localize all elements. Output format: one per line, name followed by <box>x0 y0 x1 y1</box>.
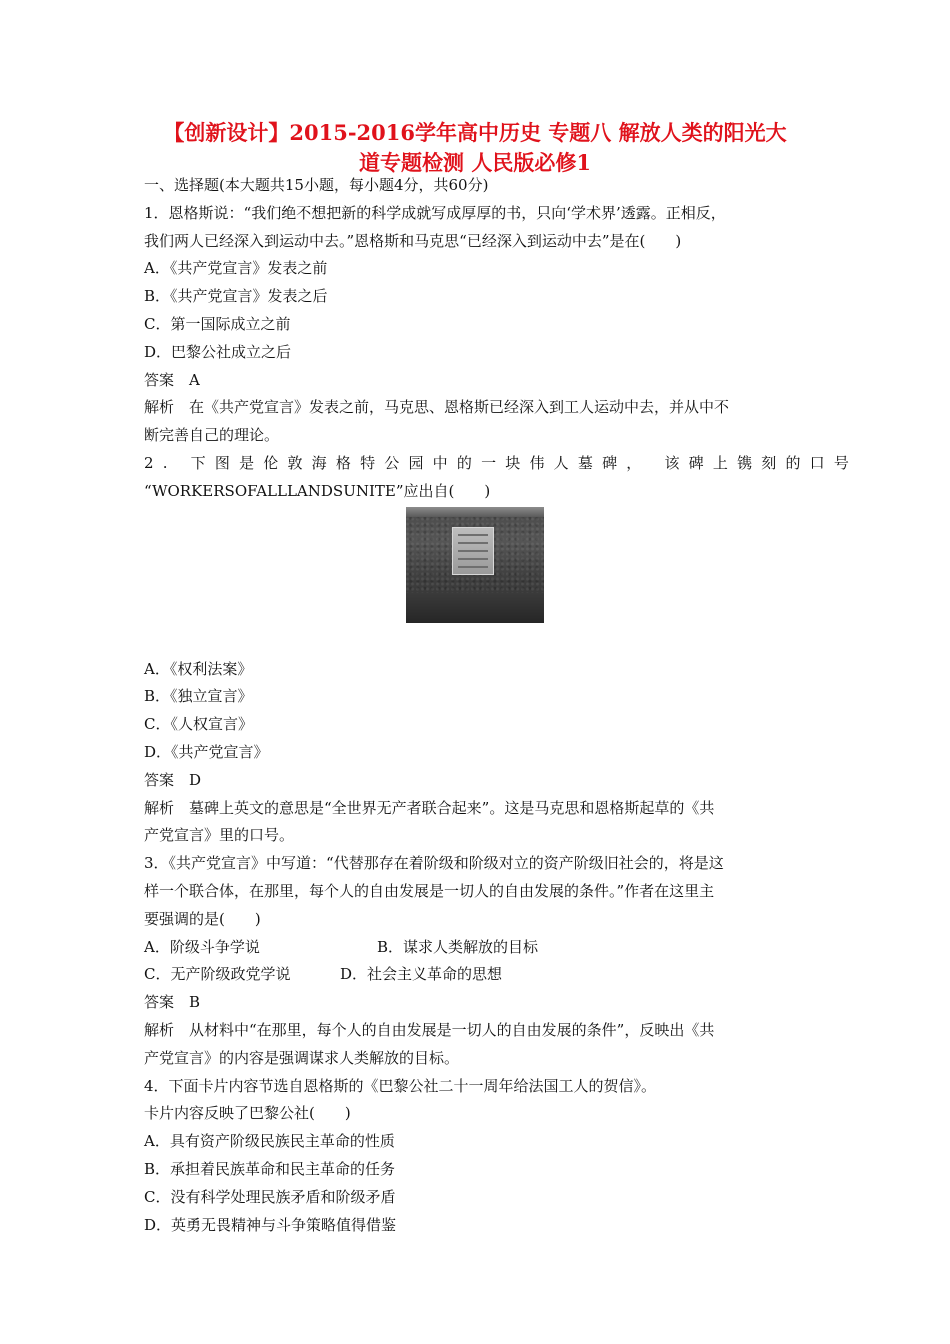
tombstone-base <box>406 593 544 623</box>
title-line-2: 道专题检测 人民版必修1 <box>359 150 591 175</box>
q1-explanation-line-1: 解析 在《共产党宣言》发表之前，马克思、恩格斯已经深入到工人运动中去，并从中不 <box>144 398 730 417</box>
q3-options-row-1 <box>144 934 808 962</box>
q2-option-a: A．《权利法案》 <box>144 659 253 678</box>
q1-stem-line-2: 我们两人已经深入到运动中去。”恩格斯和马克思“已经深入到运动中去”是在( ) <box>144 231 682 250</box>
q2-stem-part-2: 该碑上镌刻的口号 <box>664 453 859 472</box>
q1-answer: 答案 A <box>144 370 200 389</box>
q3-option-a: A．阶级斗争学说 <box>144 937 260 956</box>
q3-option-d: D．社会主义革命的思想 <box>340 965 503 984</box>
q3-explanation-line-2: 产党宣言》的内容是强调谋求人类解放的目标。 <box>144 1048 460 1067</box>
title-line-1: 【创新设计】2015-2016学年高中历史 专题八 解放人类的阳光大 <box>163 120 787 145</box>
q1-option-d: D．巴黎公社成立之后 <box>144 342 292 361</box>
q4-option-a: A．具有资产阶级民族民主革命的性质 <box>144 1132 395 1151</box>
q4-option-b: B．承担着民族革命和民主革命的任务 <box>144 1159 396 1178</box>
q3-stem-line-1: 3．《共产党宣言》中写道：“代替那存在着阶级和阶级对立的资产阶级旧社会的，将是这 <box>144 854 724 873</box>
q3-stem-line-2: 样一个联合体，在那里，每个人的自由发展是一切人的自由发展的条件。”作者在这里主 <box>144 881 715 900</box>
q3-answer: 答案 B <box>144 993 201 1012</box>
q4-stem-line-1: 4．下面卡片内容节选自恩格斯的《巴黎公社二十一周年给法国工人的贺信》。 <box>144 1076 657 1095</box>
q3-options-row-2 <box>144 961 808 989</box>
document-body <box>144 172 859 1239</box>
document-title <box>80 118 870 178</box>
q2-stem-line-2: “WORKERSOFALLLANDSUNITE”应出自( ) <box>144 481 491 500</box>
q2-answer: 答案 D <box>144 770 202 789</box>
q2-option-c: C．《人权宣言》 <box>144 715 253 734</box>
q3-option-c: C．无产阶级政党学说 <box>144 965 291 984</box>
q2-explanation-line-1: 解析 墓碑上英文的意思是“全世界无产者联合起来”。这是马克思和恩格斯起草的《共 <box>144 798 715 817</box>
q2-stem-line-1 <box>144 450 859 478</box>
tombstone-plaque <box>452 527 494 575</box>
tombstone-photo <box>406 507 544 623</box>
q3-explanation-line-1: 解析 从材料中“在那里，每个人的自由发展是一切人的自由发展的条件”，反映出《共 <box>144 1020 715 1039</box>
q2-stem-part-1: 2. 下图是伦敦海格特公园中的一块伟人墓碑， <box>144 453 651 472</box>
q1-stem-line-1: 1．恩格斯说：“我们绝不想把新的科学成就写成厚厚的书，只向‘学术界’透露。正相反， <box>144 203 726 222</box>
q1-option-c: C．第一国际成立之前 <box>144 314 291 333</box>
q4-option-d: D．英勇无畏精神与斗争策略值得借鉴 <box>144 1215 397 1234</box>
q3-option-b: B．谋求人类解放的目标 <box>377 937 539 956</box>
q2-explanation-line-2: 产党宣言》里的口号。 <box>144 826 295 845</box>
q3-stem-line-3: 要强调的是( ) <box>144 909 261 928</box>
q1-option-a: A．《共产党宣言》发表之前 <box>144 259 328 278</box>
q4-stem-line-2: 卡片内容反映了巴黎公社( ) <box>144 1104 351 1123</box>
q1-explanation-line-2: 断完善自己的理论。 <box>144 426 280 445</box>
q2-option-b: B．《独立宣言》 <box>144 687 253 706</box>
q2-option-d: D．《共产党宣言》 <box>144 742 269 761</box>
q4-option-c: C．没有科学处理民族矛盾和阶级矛盾 <box>144 1187 396 1206</box>
tombstone-ledge <box>406 507 544 517</box>
q1-option-b: B．《共产党宣言》发表之后 <box>144 287 328 306</box>
section-heading: 一、选择题(本大题共15小题，每小题4分，共60分) <box>144 176 489 194</box>
